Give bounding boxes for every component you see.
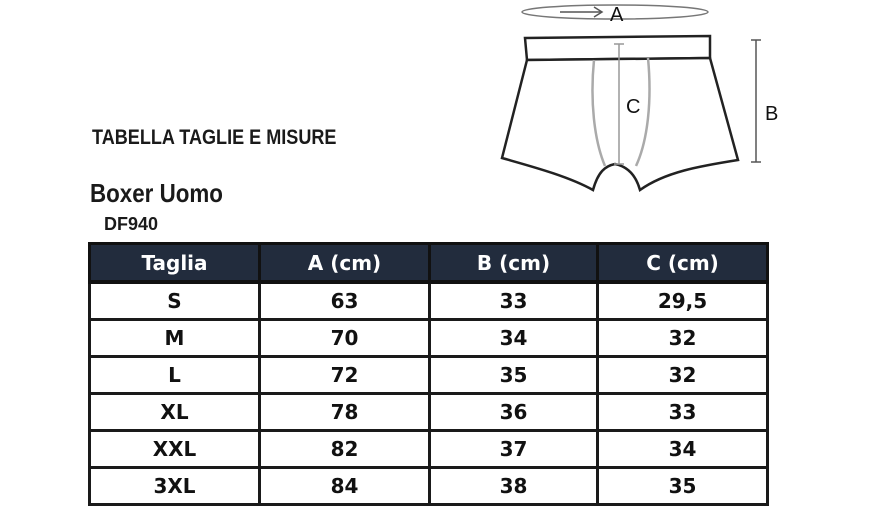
cell-a: 72: [260, 357, 430, 394]
cell-b: 38: [430, 468, 598, 505]
table-row: [90, 468, 768, 505]
header-c: C (cm): [598, 244, 768, 283]
size-table: [88, 242, 769, 506]
product-code: DF940: [104, 214, 159, 234]
cell-c: 34: [598, 431, 768, 468]
cell-b: 37: [430, 431, 598, 468]
cell-size: XL: [90, 394, 260, 431]
cell-size: XXL: [90, 431, 260, 468]
table-row: [90, 282, 768, 320]
header-taglia: Taglia: [90, 244, 260, 283]
label-a: A: [610, 4, 624, 26]
cell-a: 78: [260, 394, 430, 431]
cell-c: 32: [598, 357, 768, 394]
cell-a: 82: [260, 431, 430, 468]
product-name: Boxer Uomo: [90, 178, 223, 208]
header-a: A (cm): [260, 244, 430, 283]
cell-a: 70: [260, 320, 430, 357]
boxer-diagram: [490, 0, 790, 200]
label-c: C: [626, 96, 641, 118]
cell-size: L: [90, 357, 260, 394]
measure-a-indicator: [522, 4, 708, 26]
cell-b: 34: [430, 320, 598, 357]
cell-a: 63: [260, 282, 430, 320]
table-row: [90, 394, 768, 431]
measure-b-indicator: [751, 40, 778, 162]
boxer-outline: [502, 36, 738, 190]
table-row: [90, 357, 768, 394]
label-b: B: [765, 103, 779, 125]
cell-size: S: [90, 282, 260, 320]
cell-c: 29,5: [598, 282, 768, 320]
cell-b: 33: [430, 282, 598, 320]
cell-a: 84: [260, 468, 430, 505]
table-row: [90, 431, 768, 468]
cell-b: 36: [430, 394, 598, 431]
cell-size: 3XL: [90, 468, 260, 505]
cell-size: M: [90, 320, 260, 357]
cell-c: 33: [598, 394, 768, 431]
header-b: B (cm): [430, 244, 598, 283]
cell-c: 32: [598, 320, 768, 357]
cell-b: 35: [430, 357, 598, 394]
page-title: TABELLA TAGLIE E MISURE: [92, 126, 337, 149]
cell-c: 35: [598, 468, 768, 505]
table-header-row: [90, 244, 768, 283]
table-row: [90, 320, 768, 357]
